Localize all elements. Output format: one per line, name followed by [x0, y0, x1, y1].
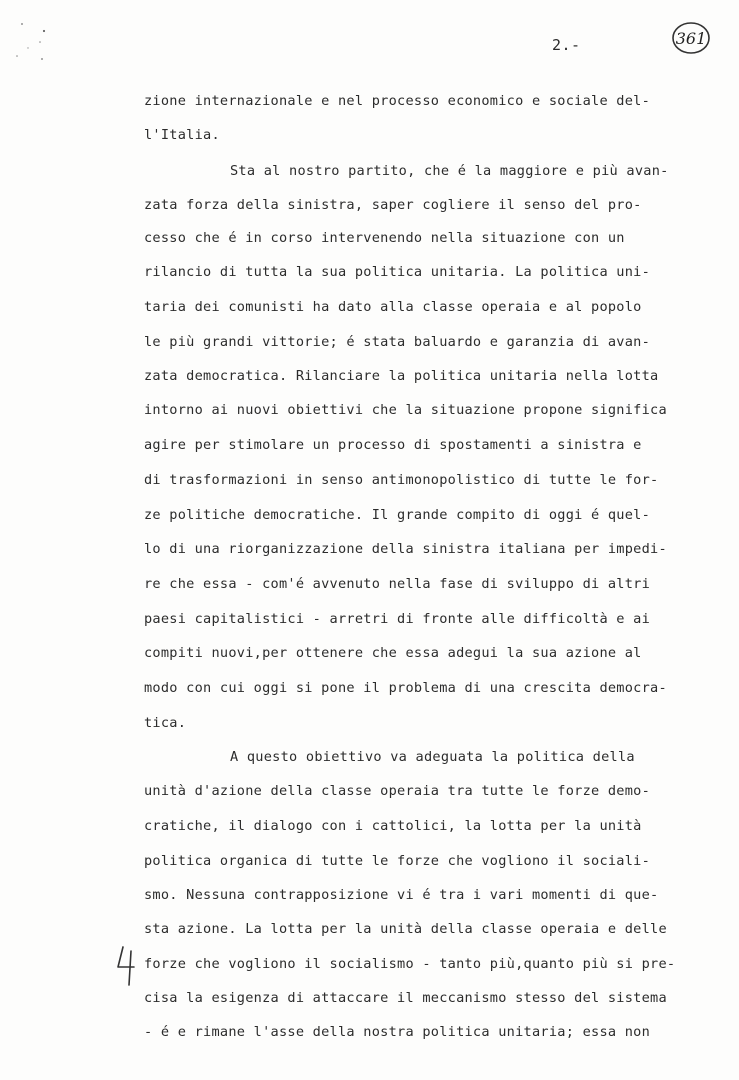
text-line: cisa la esigenza di attaccare il meccanismo stesso del sistema — [144, 990, 667, 1006]
text-line: cesso che é in corso intervenendo nella situazione con un — [144, 230, 625, 246]
text-line: zione internazionale e nel processo economico e sociale del- — [144, 93, 651, 109]
text-line: ze politiche democratiche. Il grande compito di oggi é quel- — [144, 507, 651, 523]
text-line: le più grandi vittorie; é stata baluardo e garanzia di avan- — [144, 334, 651, 350]
text-line: politica organica di tutte le forze che vogliono il sociali- — [144, 853, 651, 869]
text-line: l'Italia. — [144, 127, 220, 143]
text-line: Sta al nostro partito, che é la maggiore e più avan- — [230, 163, 669, 179]
text-line: di trasformazioni in senso antimonopolistico di tutte le for- — [144, 472, 659, 488]
text-line: lo di una riorganizzazione della sinistra italiana per impedi- — [144, 541, 667, 557]
page-number: 2.- — [552, 36, 581, 54]
text-line: compiti nuovi,per ottenere che essa adegui la sua azione al — [144, 645, 642, 661]
handwritten-margin-mark — [114, 945, 140, 987]
text-line: zata forza della sinistra, saper cogliere il senso del pro- — [144, 197, 642, 213]
stamp-number-text: 361 — [675, 29, 707, 48]
text-line: cratiche, il dialogo con i cattolici, la lotta per la unità — [144, 818, 642, 834]
text-line: rilancio di tutta la sua politica unitaria. La politica uni- — [144, 264, 651, 280]
text-line: modo con cui oggi si pone il problema di una crescita democra- — [144, 680, 667, 696]
text-line: agire per stimolare un processo di spostamenti a sinistra e — [144, 437, 642, 453]
text-line: taria dei comunisti ha dato alla classe operaia e al popolo — [144, 299, 642, 315]
text-line: tica. — [144, 715, 187, 731]
text-line: sta azione. La lotta per la unità della classe operaia e delle — [144, 921, 667, 937]
text-line: forze che vogliono il socialismo - tanto più,quanto più si pre- — [144, 956, 676, 972]
text-line: re che essa - com'é avvenuto nella fase di sviluppo di altri — [144, 576, 651, 592]
text-line: A questo obiettivo va adeguata la politica della — [230, 749, 635, 765]
text-line: unità d'azione della classe operaia tra tutte le forze demo- — [144, 783, 651, 799]
text-line: smo. Nessuna contrapposizione vi é tra i vari momenti di que- — [144, 887, 659, 903]
text-line: - é e rimane l'asse della nostra politica unitaria; essa non — [144, 1024, 651, 1040]
text-line: intorno ai nuovi obiettivi che la situazione propone significa — [144, 402, 667, 418]
text-line: paesi capitalistici - arretri di fronte alle difficoltà e ai — [144, 611, 651, 627]
text-line: zata democratica. Rilanciare la politica unitaria nella lotta — [144, 368, 659, 384]
